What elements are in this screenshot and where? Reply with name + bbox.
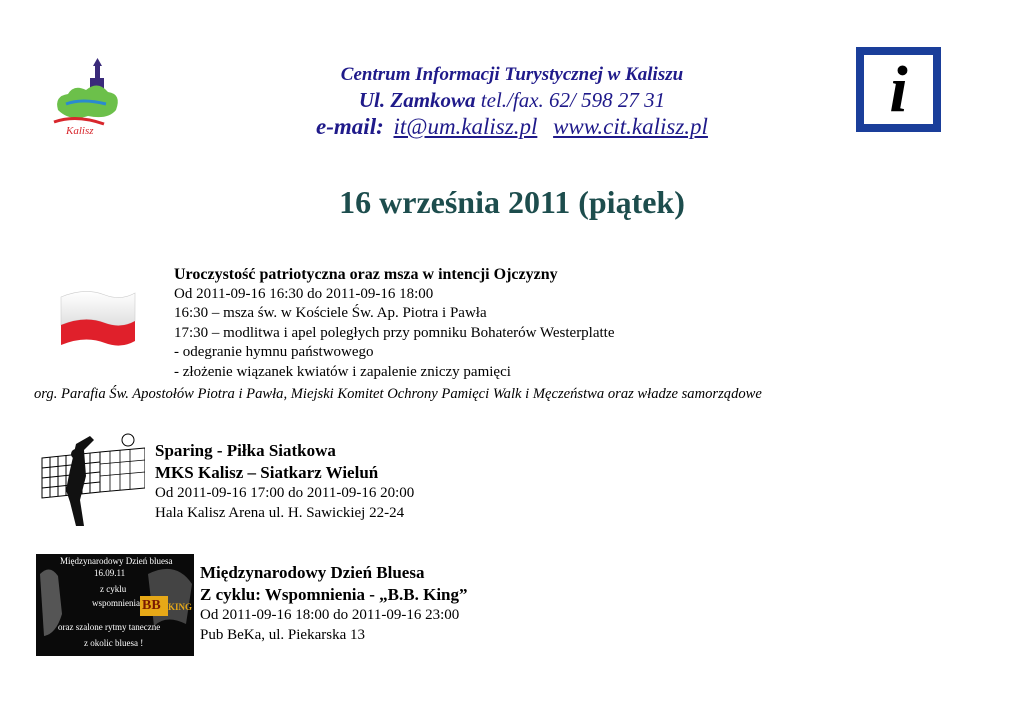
poster-brand-2: KING	[168, 602, 193, 612]
polish-flag-icon	[55, 283, 141, 349]
event-3-subtitle: Z cyklu: Wspomnienia - „B.B. King”	[200, 585, 468, 604]
blues-poster	[36, 554, 194, 656]
header-street: Ul. Zamkowa	[358, 88, 476, 112]
poster-line: z cyklu	[100, 584, 127, 594]
header-contact	[180, 114, 844, 140]
event-2-title: Sparing - Piłka Siatkowa	[155, 441, 336, 460]
event-2-line: Od 2011-09-16 17:00 do 2011-09-16 20:00	[155, 485, 415, 501]
event-1-line: - odegranie hymnu państwowego	[174, 344, 374, 360]
event-1	[174, 265, 615, 382]
event-1-line: 16:30 – msza św. w Kościele Św. Ap. Piotra i Pawła	[174, 305, 487, 321]
poster-line: Międzynarodowy Dzień bluesa	[60, 556, 173, 566]
event-1-title: Uroczystość patriotyczna oraz msza w intencji Ojczyzny	[174, 266, 558, 283]
info-icon	[856, 47, 941, 132]
email-label: e-mail:	[316, 114, 384, 139]
event-1-organizers: org. Parafia Św. Apostołów Piotra i Pawła, Miejski Komitet Ochrony Pamięci Walk i Męczeństwa oraz władze samorządowe	[34, 386, 762, 402]
event-1-line: - złożenie wiązanek kwiatów i zapalenie zniczy pamięci	[174, 363, 511, 380]
logo-text: Kalisz	[66, 125, 94, 137]
event-3	[200, 562, 468, 645]
event-3-line: Pub BeKa, ul. Piekarska 13	[200, 626, 365, 643]
event-2	[155, 440, 414, 523]
header-address	[180, 88, 844, 113]
email-link[interactable]: it@um.kalisz.pl	[393, 114, 538, 139]
poster-line: wspomnienia	[92, 598, 140, 608]
website-link[interactable]: www.cit.kalisz.pl	[553, 114, 708, 139]
poster-line: oraz szalone rytmy taneczne	[58, 622, 161, 632]
event-3-line: Od 2011-09-16 18:00 do 2011-09-16 23:00	[200, 607, 460, 623]
header-phone: tel./fax. 62/ 598 27 31	[480, 88, 666, 112]
poster-line: z okolic bluesa !	[84, 638, 144, 648]
header-institution: Centrum Informacji Turystycznej w Kaliszu	[340, 64, 684, 85]
event-1-line: 17:30 – modlitwa i apel poległych przy pomniku Bohaterów Westerplatte	[174, 324, 615, 341]
kalisz-logo	[46, 58, 128, 138]
page-title: 16 września 2011 (piątek)	[339, 184, 685, 220]
event-2-line: Hala Kalisz Arena ul. H. Sawickiej 22-24	[155, 504, 405, 521]
poster-line: 16.09.11	[94, 568, 126, 578]
event-2-subtitle: MKS Kalisz – Siatkarz Wieluń	[155, 463, 379, 482]
event-1-line: Od 2011-09-16 16:30 do 2011-09-16 18:00	[174, 285, 434, 302]
event-3-title: Międzynarodowy Dzień Bluesa	[200, 563, 425, 582]
info-glyph: i	[889, 53, 908, 126]
poster-brand: BB	[142, 598, 161, 613]
volleyball-player-icon	[40, 430, 145, 530]
